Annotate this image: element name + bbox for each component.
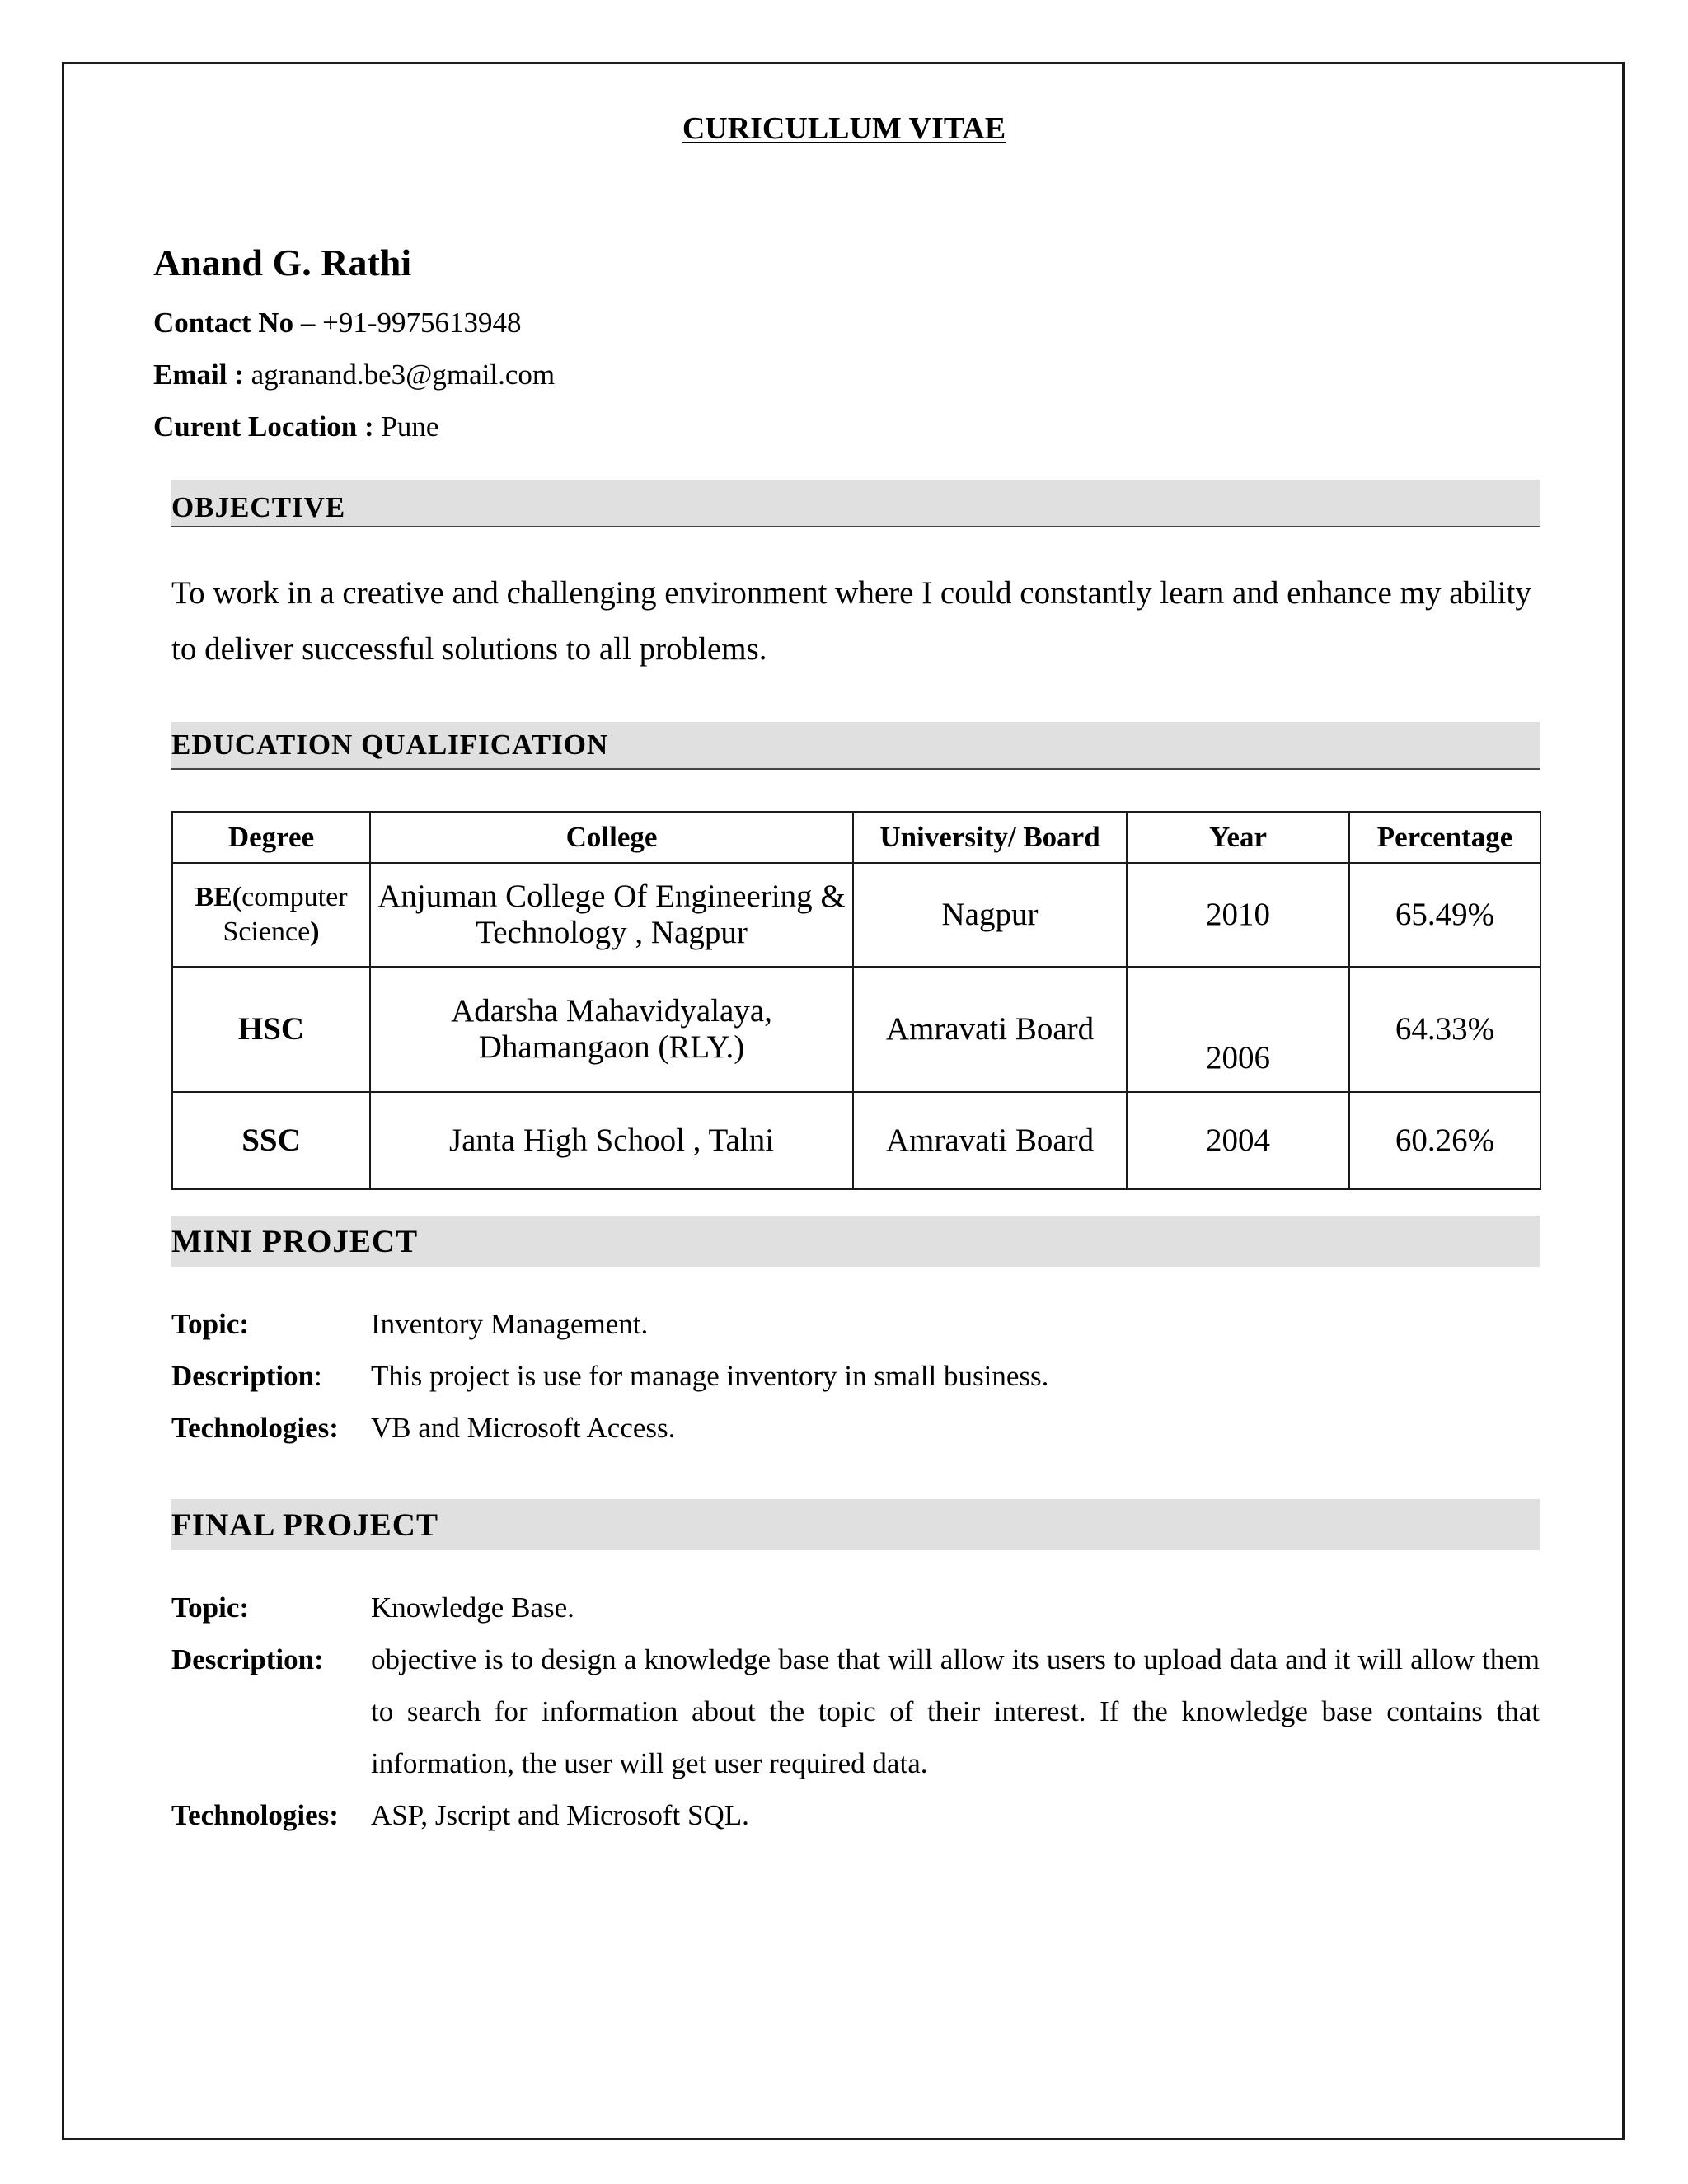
board-cell: Nagpur bbox=[853, 863, 1127, 967]
education-table bbox=[171, 811, 1541, 1190]
degree-text: SSC bbox=[241, 1122, 301, 1158]
degree-cell bbox=[172, 967, 370, 1092]
education-heading: EDUCATION QUALIFICATION bbox=[171, 729, 609, 761]
mini-project-topic-label: Topic: bbox=[171, 1308, 250, 1340]
column-header-percentage: Percentage bbox=[1349, 812, 1540, 863]
college-cell: Janta High School , Talni bbox=[370, 1092, 853, 1189]
percentage-cell: 60.26% bbox=[1349, 1092, 1540, 1189]
degree-close-text: ) bbox=[310, 916, 320, 947]
mini-project-topic-value: Inventory Management. bbox=[371, 1308, 649, 1340]
board-cell: Amravati Board bbox=[853, 1092, 1127, 1189]
contact-email-line bbox=[153, 359, 555, 391]
percentage-cell: 64.33% bbox=[1349, 967, 1540, 1092]
final-project-technologies-label: Technologies: bbox=[171, 1799, 339, 1831]
education-section-bar bbox=[171, 722, 1540, 770]
column-header-board: University/ Board bbox=[853, 812, 1127, 863]
objective-text: To work in a creative and challenging environment where I could constantly learn and enhance my ability to deliver successful solutions to all problems. bbox=[171, 575, 1531, 667]
candidate-name: Anand G. Rathi bbox=[153, 241, 412, 284]
table-row bbox=[172, 863, 1540, 967]
percentage-cell: 65.49% bbox=[1349, 863, 1540, 967]
column-header-year: Year bbox=[1127, 812, 1349, 863]
mini-project-description-label-text: Description bbox=[171, 1360, 315, 1392]
year-cell: 2006 bbox=[1127, 967, 1349, 1092]
final-project-technologies-value: ASP, Jscript and Microsoft SQL. bbox=[371, 1799, 749, 1831]
column-header-college: College bbox=[370, 812, 853, 863]
table-row bbox=[172, 967, 1540, 1092]
board-cell: Amravati Board bbox=[853, 967, 1127, 1092]
objective-heading: OBJECTIVE bbox=[171, 491, 346, 523]
table-row bbox=[172, 1092, 1540, 1189]
final-project-section-bar bbox=[171, 1499, 1540, 1550]
contact-location-value: Pune bbox=[381, 410, 439, 443]
year-cell: 2010 bbox=[1127, 863, 1349, 967]
degree-text: HSC bbox=[237, 1011, 305, 1047]
college-cell: Adarsha Mahavidyalaya, Dhamangaon (RLY.) bbox=[370, 967, 853, 1092]
column-header-degree: Degree bbox=[172, 812, 370, 863]
final-project-topic-value: Knowledge Base. bbox=[371, 1591, 574, 1624]
final-project-topic-label: Topic: bbox=[171, 1591, 250, 1624]
contact-location-line bbox=[153, 410, 438, 443]
year-cell: 2004 bbox=[1127, 1092, 1349, 1189]
objective-section-bar bbox=[171, 480, 1540, 527]
college-cell: Anjuman College Of Engineering & Technology , Nagpur bbox=[370, 863, 853, 967]
contact-phone-line bbox=[153, 307, 522, 340]
final-project-heading: FINAL PROJECT bbox=[171, 1507, 438, 1543]
mini-project-section-bar bbox=[171, 1216, 1540, 1267]
mini-project-description-colon: : bbox=[314, 1360, 322, 1392]
education-table-header bbox=[172, 812, 1540, 863]
degree-cell bbox=[172, 1092, 370, 1189]
mini-project-technologies-label: Technologies: bbox=[171, 1412, 339, 1444]
final-project-description-value: objective is to design a knowledge base that will allow its users to upload data and it will allow them to search for information about the topic of their interest. If the knowledge base contains that information, the user will get user required data. bbox=[371, 1643, 1540, 1779]
degree-cell bbox=[172, 863, 370, 967]
document-title: CURICULLUM VITAE bbox=[682, 111, 1006, 146]
final-project-description-label: Description: bbox=[171, 1643, 324, 1675]
contact-email-value: agranand.be3@gmail.com bbox=[251, 359, 556, 391]
degree-text: computer Science bbox=[223, 882, 348, 947]
mini-project-heading: MINI PROJECT bbox=[171, 1224, 419, 1259]
mini-project-description-label bbox=[171, 1350, 322, 1402]
mini-project-description-value: This project is use for manage inventory in small business. bbox=[371, 1360, 1049, 1392]
contact-email-label: Email : bbox=[153, 359, 244, 391]
contact-phone-value: +91-9975613948 bbox=[322, 307, 522, 339]
mini-project-technologies-value: VB and Microsoft Access. bbox=[371, 1412, 676, 1444]
contact-location-label: Curent Location : bbox=[153, 410, 374, 443]
contact-phone-label: Contact No – bbox=[153, 307, 316, 339]
degree-bold-text: BE( bbox=[195, 882, 242, 912]
